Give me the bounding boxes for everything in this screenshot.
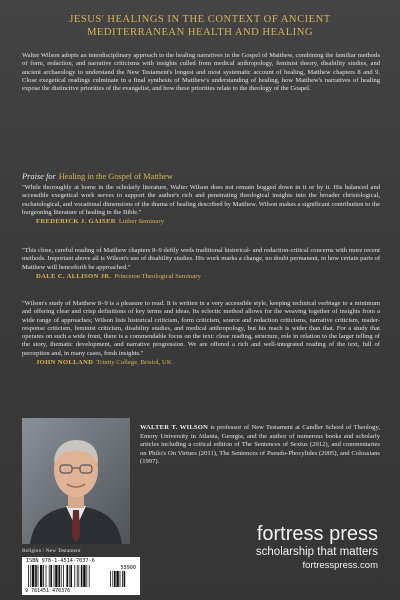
quote-author-affiliation: Princeton Theological Seminary [114, 272, 201, 280]
quote-text: "Wilson's study of Matthew 8–9 is a pleasure to read. It is written in a very accessible style, keeping technical verbiage to a minimum and offering clear and crisp definitions of key terms and ideas. Its eclectic method allows for the weaving together of insights from a wide range of approaches; Wilson lists historical criticism, form criticism, source and redaction criticisms, narrative criticism, reader-response criticism, feminist criticism, disability studies, and medical anthropology, but his reach is wider than that. For a study that operates on such a wide front, there is a commendable focus on the text: close reading, structure, role in relation to the larger telling of the story, thematic development, and narrative progression. We are offered a rich and well-integrated reading of the text, full of perception and, in many cases, fresh insights." [22, 300, 380, 357]
barcode-bar [61, 565, 62, 587]
quote-block [22, 300, 380, 366]
author-name: WALTER T. WILSON [140, 424, 209, 431]
praise-prefix: Praise for [22, 172, 56, 181]
author-portrait-image [22, 418, 130, 544]
barcode-bar [66, 565, 68, 587]
barcode-bar [89, 565, 90, 587]
quote-attribution [36, 218, 380, 225]
quote-author-name: DALE C. ALLISON JR. [36, 272, 112, 280]
barcode-bar [78, 565, 79, 587]
title-line-1: JESUS' HEALINGS IN THE CONTEXT OF ANCIENT [69, 14, 331, 25]
barcode-bar [63, 565, 64, 587]
barcode-bar [110, 571, 111, 587]
barcode-bar [81, 565, 83, 587]
quote-author-name: FREDERICK J. GAISER [36, 218, 116, 226]
barcode-bar [35, 565, 37, 587]
barcode-digits: 9 781451 470376 [25, 588, 71, 594]
praise-book-title: Healing in the Gospel of Matthew [58, 172, 173, 181]
quote-author-name: JOHN NOLLAND [36, 359, 94, 367]
barcode-bar [114, 571, 116, 587]
book-description: Walter Wilson adopts an interdisciplinary approach to the healing narratives in the Gospel of Matthew, combining the familiar methods of form, redaction, and narrative criticisms with insights culled from medical anthropology, feminist theory, disability studies, and ancient archaeology to understand the New Testament's longest and most systematic account of healing, Matthew chapters 8 and 9. Close exegetical readings culminate in a final synthesis of Matthew's understanding of healing, how Matthew's narratives of healing expose the distinctive priorities of the evangelist, and how these priorities relate to the theology of the Gospel. [22, 52, 380, 93]
barcode-bar [40, 565, 42, 587]
barcode-bar [120, 571, 121, 587]
barcode-bar [30, 565, 31, 587]
barcode-bar [116, 571, 118, 587]
publisher-logo: fortress press [256, 523, 378, 545]
barcode-bar [28, 565, 29, 587]
quote-block [22, 247, 380, 280]
quote-text: "While thoroughly at home in the scholarly literature, Walter Wilson does not remain bogged down in it or by it. His balanced and accessible exegetical work serves to support the author's rich and penetrating theological insights into the broader christological, eschatological, and vocational dimensions of the drama of healing described by Matthew. Wilson makes a significant contribution to the burgeoning literature of healing in the Bible." [22, 184, 380, 216]
barcode-bar [55, 565, 57, 587]
isbn-label: ISBN 978-1-4514-7037-6 [26, 558, 95, 564]
publisher-website[interactable]: fortresspress.com [302, 560, 378, 571]
barcode-bar [69, 565, 70, 587]
barcode-bar [58, 565, 60, 587]
author-photo [22, 418, 130, 544]
publisher-block [208, 523, 378, 572]
author-bio-text: is professor of New Testament at Candler School of Theology, Emory University in Atlanta, Georgia, and the author of numerous books and scholarly articles including a critical edition of The Sentences of Sextus (2012), and commentaries on Philo's On Virtues (2011), The Sentences of Pseudo-Phocylides (2005), and Colossians (1997). [140, 424, 380, 466]
barcode-bar [112, 571, 113, 587]
barcode-bar [49, 565, 50, 587]
quote-attribution [36, 273, 380, 280]
barcode-bar [74, 565, 75, 587]
barcode-bar [32, 565, 34, 587]
quote-attribution [36, 359, 380, 366]
title-line-2: MEDITERRANEAN HEALTH AND HEALING [87, 27, 313, 38]
barcode-bar [77, 565, 78, 587]
barcode-bar [124, 571, 126, 587]
barcode-bar [54, 565, 55, 587]
price-code: 53900 [120, 565, 136, 571]
barcode-bar [46, 565, 47, 587]
barcode-bar [86, 565, 87, 587]
quote-block [22, 184, 380, 225]
barcode-bar [50, 565, 52, 587]
book-category: Religion / New Testament [22, 548, 81, 554]
barcode-bar [122, 571, 123, 587]
barcode-bar [83, 565, 85, 587]
barcode-bar [38, 565, 39, 587]
barcode-bar [43, 565, 44, 587]
author-bio [140, 424, 380, 467]
quote-author-affiliation: Luther Seminary [118, 218, 164, 226]
barcode-bar [70, 565, 72, 587]
publisher-tagline: scholarship that matters [255, 546, 378, 558]
quote-text: "This close, careful reading of Matthew chapters 8–9 deftly weds traditional historical- and redaction-critical concerns with more recent methods. Important above all is Wilson's use of disability studies. His work marks a change, no doubt permanent, in how certain parts of Matthew will henceforth be approached." [22, 247, 380, 271]
isbn-barcode [22, 557, 140, 595]
quote-author-affiliation: Trinity College, Bristol, UK [96, 359, 172, 367]
praise-heading [22, 172, 173, 181]
book-title [20, 13, 380, 39]
